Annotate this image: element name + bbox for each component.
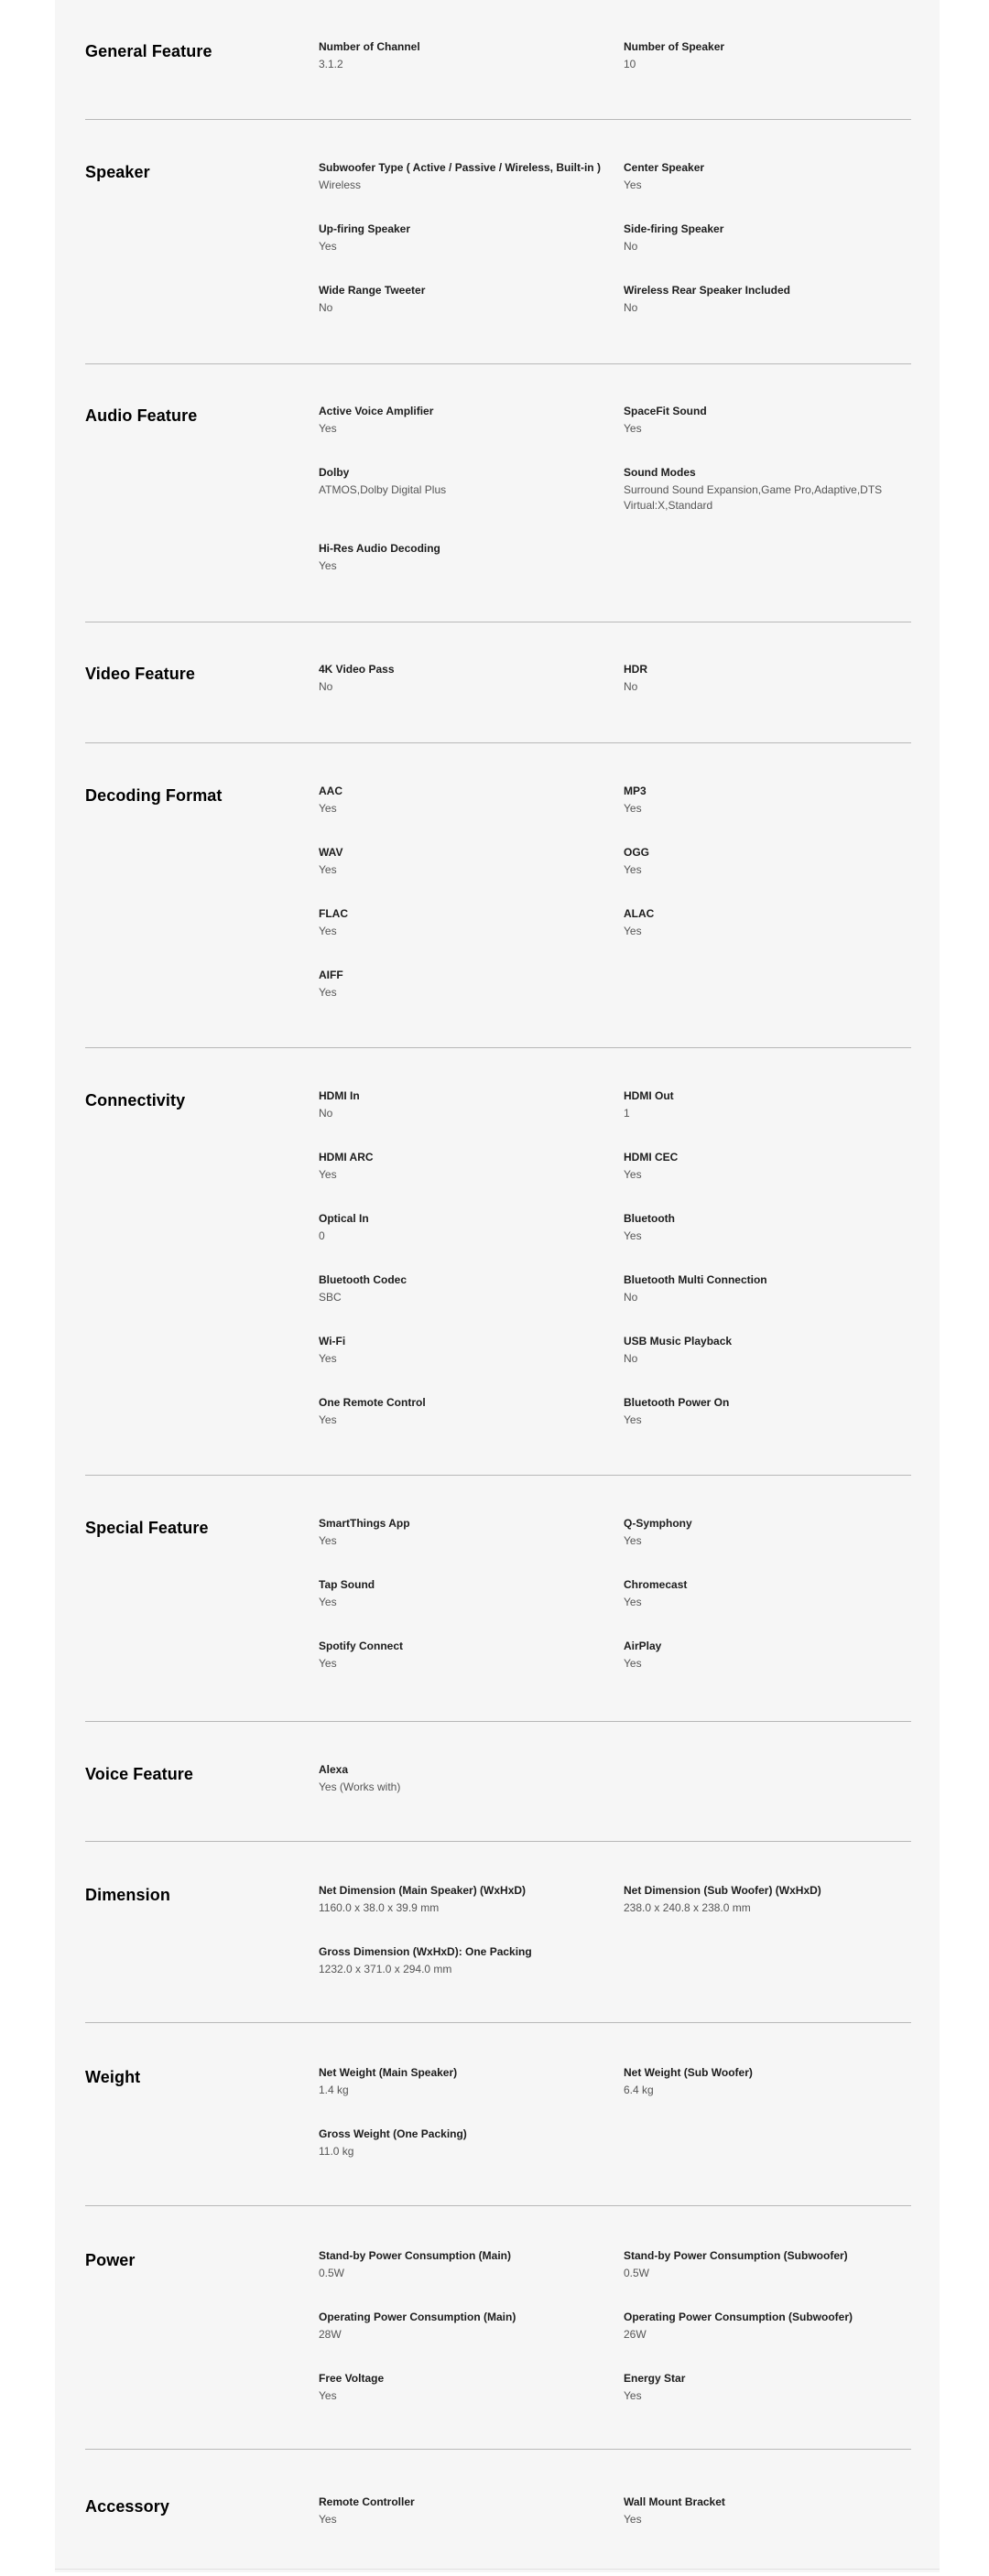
spec-label: Wide Range Tweeter bbox=[319, 284, 426, 297]
spec-value: Wireless bbox=[319, 179, 362, 191]
spec-label: Chromecast bbox=[624, 1578, 688, 1591]
spec-value: Yes bbox=[624, 1413, 642, 1426]
spec-item bbox=[319, 2127, 612, 2159]
spec-value: 0 bbox=[319, 1229, 325, 1242]
spec-value: 1160.0 x 38.0 x 39.9 mm bbox=[319, 1901, 440, 1914]
spec-label: SmartThings App bbox=[319, 1517, 410, 1530]
spec-item bbox=[624, 466, 917, 514]
spec-label: SpaceFit Sound bbox=[624, 405, 707, 417]
spec-label: Number of Channel bbox=[319, 40, 420, 53]
spec-item bbox=[624, 785, 917, 817]
spec-item bbox=[319, 405, 612, 437]
spec-item bbox=[319, 1335, 612, 1367]
spec-label: Net Dimension (Main Speaker) (WxHxD) bbox=[319, 1884, 527, 1897]
section-divider bbox=[85, 1047, 911, 1048]
spec-item bbox=[624, 1517, 917, 1549]
spec-item bbox=[319, 663, 612, 695]
spec-item bbox=[624, 2066, 917, 2098]
spec-label: MP3 bbox=[624, 785, 647, 797]
spec-label: HDMI ARC bbox=[319, 1151, 374, 1164]
spec-value: ATMOS,Dolby Digital Plus bbox=[319, 483, 447, 496]
spec-item bbox=[624, 1396, 917, 1428]
spec-item bbox=[319, 161, 612, 193]
spec-label: WAV bbox=[319, 846, 343, 859]
spec-item bbox=[624, 1640, 917, 1672]
spec-value: Yes bbox=[319, 240, 337, 253]
spec-item bbox=[319, 969, 612, 1001]
spec-label: AirPlay bbox=[624, 1640, 662, 1652]
spec-value: Yes bbox=[624, 1168, 642, 1181]
spec-label: Bluetooth Multi Connection bbox=[624, 1273, 767, 1286]
spec-value: 238.0 x 240.8 x 238.0 mm bbox=[624, 1901, 751, 1914]
spec-label: AAC bbox=[319, 785, 342, 797]
spec-value: No bbox=[624, 301, 638, 314]
spec-value: 11.0 kg bbox=[319, 2145, 354, 2158]
spec-value: No bbox=[319, 301, 333, 314]
spec-item bbox=[624, 1273, 917, 1305]
spec-item bbox=[319, 2066, 612, 2098]
spec-value: Yes bbox=[319, 1413, 337, 1426]
spec-label: Alexa bbox=[319, 1763, 349, 1776]
spec-value: 0.5W bbox=[624, 2267, 650, 2279]
spec-value: Surround Sound Expansion,Game Pro,Adaptive,DTS Virtual:X,Standard bbox=[624, 483, 883, 512]
spec-value: No bbox=[624, 240, 638, 253]
spec-value: Yes bbox=[624, 1229, 642, 1242]
section-divider bbox=[85, 2449, 911, 2450]
spec-value: No bbox=[319, 680, 333, 693]
section-title: Special Feature bbox=[85, 1519, 209, 1537]
spec-item bbox=[624, 1884, 917, 1916]
section-divider bbox=[85, 363, 911, 364]
spec-value: 3.1.2 bbox=[319, 58, 343, 70]
spec-value: Yes bbox=[319, 422, 337, 435]
spec-label: Net Weight (Main Speaker) bbox=[319, 2066, 458, 2079]
spec-label: Hi-Res Audio Decoding bbox=[319, 542, 440, 555]
spec-value: 1 bbox=[624, 1107, 630, 1120]
spec-label: Gross Weight (One Packing) bbox=[319, 2127, 467, 2140]
spec-item bbox=[624, 1089, 917, 1121]
spec-value: Yes bbox=[319, 802, 337, 815]
section-title: General Feature bbox=[85, 42, 212, 60]
spec-label: 4K Video Pass bbox=[319, 663, 395, 676]
section-title: Audio Feature bbox=[85, 406, 198, 425]
spec-value: Yes bbox=[319, 1657, 337, 1670]
section-divider bbox=[85, 1721, 911, 1722]
spec-value: Yes bbox=[624, 1596, 642, 1608]
spec-value: No bbox=[319, 1107, 333, 1120]
spec-value: Yes bbox=[624, 863, 642, 876]
spec-item bbox=[624, 1151, 917, 1183]
spec-item bbox=[624, 222, 917, 254]
spec-item bbox=[624, 2372, 917, 2404]
spec-label: Gross Dimension (WxHxD): One Packing bbox=[319, 1945, 532, 1958]
spec-label: Bluetooth bbox=[624, 1212, 675, 1225]
spec-label: Up-firing Speaker bbox=[319, 222, 411, 235]
spec-label: Tap Sound bbox=[319, 1578, 375, 1591]
section-title: Accessory bbox=[85, 2497, 169, 2516]
spec-label: Net Dimension (Sub Woofer) (WxHxD) bbox=[624, 1884, 821, 1897]
spec-label: Number of Speaker bbox=[624, 40, 725, 53]
spec-value: Yes bbox=[319, 1534, 337, 1547]
spec-label: Subwoofer Type ( Active / Passive / Wireless, Built-in ) bbox=[319, 161, 601, 174]
spec-value: Yes bbox=[319, 1352, 337, 1365]
spec-item bbox=[624, 2311, 917, 2343]
spec-value: Yes bbox=[624, 1657, 642, 1670]
spec-value: Yes bbox=[319, 1168, 337, 1181]
spec-value: SBC bbox=[319, 1291, 342, 1304]
spec-label: Bluetooth Power On bbox=[624, 1396, 730, 1409]
spec-item bbox=[319, 785, 612, 817]
spec-value: 0.5W bbox=[319, 2267, 345, 2279]
spec-label: HDMI CEC bbox=[624, 1151, 679, 1164]
spec-item bbox=[624, 161, 917, 193]
spec-item bbox=[319, 2372, 612, 2404]
spec-value: Yes bbox=[319, 1596, 337, 1608]
spec-value: Yes bbox=[624, 2389, 642, 2402]
spec-value: 28W bbox=[319, 2328, 342, 2341]
spec-label: Stand-by Power Consumption (Main) bbox=[319, 2249, 511, 2262]
panel-bottom-border bbox=[55, 2569, 940, 2570]
spec-label: Wireless Rear Speaker Included bbox=[624, 284, 790, 297]
spec-item bbox=[319, 222, 612, 254]
spec-value: 6.4 kg bbox=[624, 2084, 654, 2096]
spec-value: 26W bbox=[624, 2328, 647, 2341]
spec-item bbox=[319, 542, 612, 574]
spec-item bbox=[624, 2249, 917, 2281]
spec-item bbox=[319, 1151, 612, 1183]
spec-label: HDMI In bbox=[319, 1089, 360, 1102]
spec-item bbox=[624, 40, 917, 72]
spec-item bbox=[319, 466, 612, 498]
spec-label: One Remote Control bbox=[319, 1396, 426, 1409]
spec-value: No bbox=[624, 1291, 638, 1304]
section-title: Speaker bbox=[85, 163, 150, 181]
spec-value: No bbox=[624, 680, 638, 693]
section-title: Dimension bbox=[85, 1886, 170, 1904]
spec-value: Yes bbox=[319, 2513, 337, 2526]
spec-item bbox=[624, 1212, 917, 1244]
spec-value: Yes (Works with) bbox=[319, 1780, 401, 1793]
spec-item bbox=[624, 1578, 917, 1610]
spec-item bbox=[319, 1517, 612, 1549]
spec-item bbox=[319, 1884, 612, 1916]
spec-value: Yes bbox=[319, 559, 337, 572]
spec-item bbox=[319, 1089, 612, 1121]
spec-item bbox=[319, 2249, 612, 2281]
spec-label: Operating Power Consumption (Main) bbox=[319, 2311, 516, 2323]
spec-label: ALAC bbox=[624, 907, 655, 920]
spec-item bbox=[624, 1335, 917, 1367]
spec-label: Energy Star bbox=[624, 2372, 686, 2385]
spec-label: Optical In bbox=[319, 1212, 369, 1225]
spec-label: Remote Controller bbox=[319, 2495, 415, 2508]
spec-item bbox=[319, 40, 612, 72]
spec-label: USB Music Playback bbox=[624, 1335, 733, 1348]
spec-label: Side-firing Speaker bbox=[624, 222, 724, 235]
spec-value: Yes bbox=[319, 986, 337, 999]
spec-label: Dolby bbox=[319, 466, 350, 479]
section-divider bbox=[85, 119, 911, 120]
spec-label: Net Weight (Sub Woofer) bbox=[624, 2066, 753, 2079]
spec-value: Yes bbox=[624, 802, 642, 815]
spec-value: Yes bbox=[624, 1534, 642, 1547]
spec-label: OGG bbox=[624, 846, 650, 859]
spec-item bbox=[624, 2495, 917, 2527]
spec-label: HDMI Out bbox=[624, 1089, 674, 1102]
spec-label: Active Voice Amplifier bbox=[319, 405, 434, 417]
spec-item bbox=[319, 1763, 612, 1795]
section-divider bbox=[85, 2022, 911, 2023]
spec-item bbox=[319, 284, 612, 316]
spec-value: Yes bbox=[319, 925, 337, 937]
section-divider bbox=[85, 1841, 911, 1842]
spec-value: Yes bbox=[624, 422, 642, 435]
section-title: Power bbox=[85, 2251, 136, 2269]
spec-value: No bbox=[624, 1352, 638, 1365]
section-title: Decoding Format bbox=[85, 786, 223, 805]
spec-value: Yes bbox=[319, 2389, 337, 2402]
spec-item bbox=[319, 846, 612, 878]
spec-label: Center Speaker bbox=[624, 161, 705, 174]
spec-item bbox=[624, 907, 917, 939]
spec-label: Free Voltage bbox=[319, 2372, 385, 2385]
spec-label: AIFF bbox=[319, 969, 343, 981]
spec-item bbox=[319, 2311, 612, 2343]
section-title: Weight bbox=[85, 2068, 141, 2086]
spec-label: Q-Symphony bbox=[624, 1517, 692, 1530]
spec-item bbox=[319, 1945, 612, 1977]
spec-value: 1.4 kg bbox=[319, 2084, 349, 2096]
spec-item bbox=[319, 1273, 612, 1305]
spec-label: Stand-by Power Consumption (Subwoofer) bbox=[624, 2249, 848, 2262]
spec-item bbox=[319, 1212, 612, 1244]
spec-item bbox=[624, 663, 917, 695]
spec-label: Wall Mount Bracket bbox=[624, 2495, 725, 2508]
spec-value: Yes bbox=[624, 179, 642, 191]
spec-label: Bluetooth Codec bbox=[319, 1273, 407, 1286]
section-title: Connectivity bbox=[85, 1091, 186, 1109]
spec-item bbox=[624, 284, 917, 316]
spec-label: Spotify Connect bbox=[319, 1640, 403, 1652]
spec-label: FLAC bbox=[319, 907, 348, 920]
spec-label: Wi-Fi bbox=[319, 1335, 346, 1348]
spec-value: Yes bbox=[624, 925, 642, 937]
spec-item bbox=[624, 846, 917, 878]
section-divider bbox=[85, 2205, 911, 2206]
spec-value: 10 bbox=[624, 58, 636, 70]
section-title: Voice Feature bbox=[85, 1765, 194, 1783]
spec-item bbox=[319, 2495, 612, 2527]
spec-item bbox=[319, 1640, 612, 1672]
spec-item bbox=[319, 907, 612, 939]
spec-item bbox=[319, 1578, 612, 1610]
spec-item bbox=[319, 1396, 612, 1428]
spec-value: 1232.0 x 371.0 x 294.0 mm bbox=[319, 1963, 452, 1975]
spec-label: Sound Modes bbox=[624, 466, 696, 479]
section-divider bbox=[85, 742, 911, 743]
spec-label: HDR bbox=[624, 663, 647, 676]
spec-item bbox=[624, 405, 917, 437]
spec-label: Operating Power Consumption (Subwoofer) bbox=[624, 2311, 853, 2323]
section-title: Video Feature bbox=[85, 665, 196, 683]
spec-value: Yes bbox=[319, 863, 337, 876]
spec-value: Yes bbox=[624, 2513, 642, 2526]
section-divider bbox=[85, 1475, 911, 1476]
